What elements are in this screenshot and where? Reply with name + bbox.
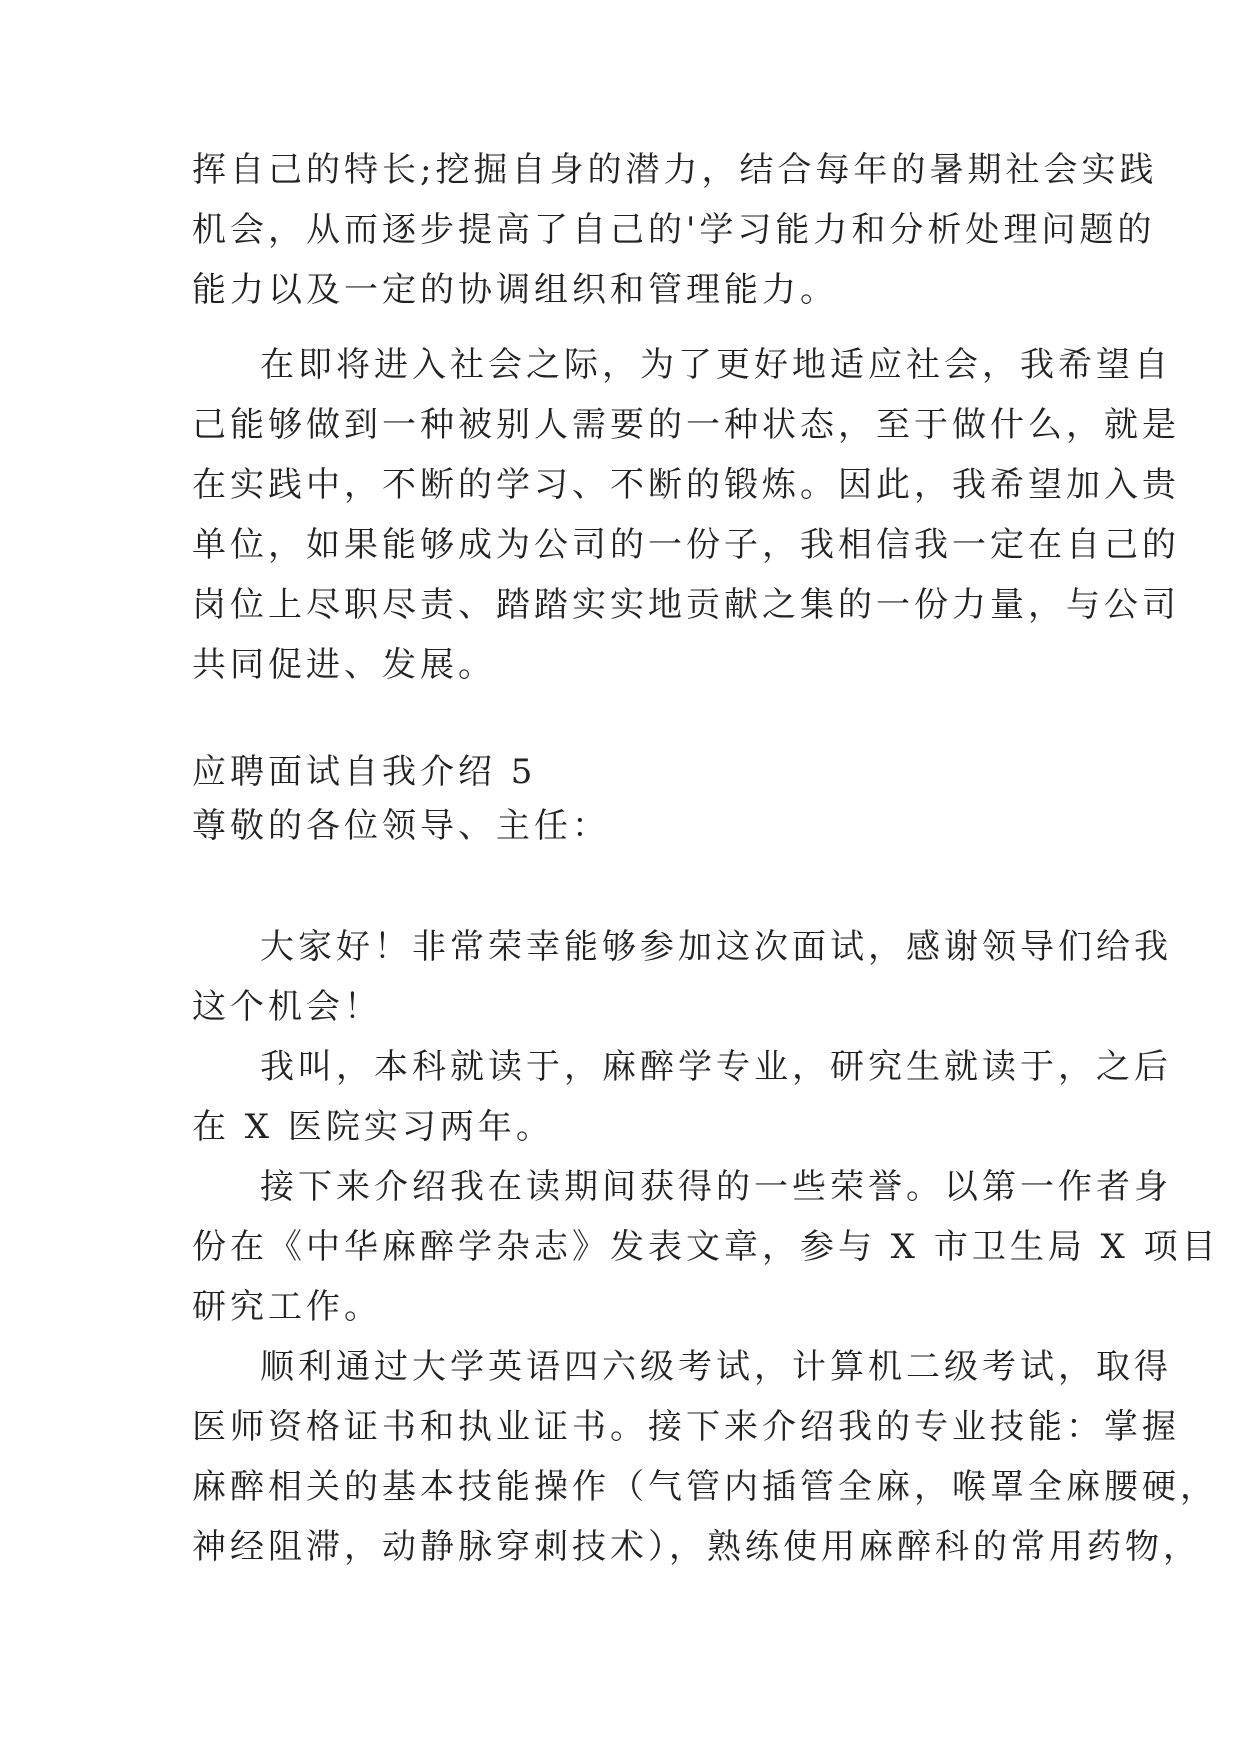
- paragraph-first-line: 接下来介绍我在读期间获得的一些荣誉。以第一作者身: [260, 1167, 1172, 1207]
- text-line: 共同促进、发展。: [192, 645, 496, 685]
- text-line: 医师资格证书和执业证书。接下来介绍我的专业技能：掌握: [192, 1407, 1180, 1447]
- text-line: 份在《中华麻醉学杂志》发表文章，参与 X 市卫生局 X 项目: [192, 1227, 1220, 1267]
- paragraph-first-line: 大家好！非常荣幸能够参加这次面试，感谢领导们给我: [260, 927, 1172, 967]
- text-line: 挥自己的特长;挖掘自身的潜力，结合每年的暑期社会实践: [192, 150, 1158, 190]
- paragraph-first-line: 顺利通过大学英语四六级考试，计算机二级考试，取得: [260, 1347, 1172, 1387]
- text-line: 能力以及一定的协调组织和管理能力。: [192, 270, 838, 310]
- paragraph-first-line: 我叫，本科就读于，麻醉学专业，研究生就读于，之后: [260, 1047, 1172, 1087]
- text-line: 研究工作。: [192, 1287, 382, 1327]
- text-line: 机会，从而逐步提高了自己的'学习能力和分析处理问题的: [192, 210, 1156, 250]
- text-line: 麻醉相关的基本技能操作（气管内插管全麻，喉罩全麻腰硬，: [192, 1467, 1218, 1507]
- text-line: 在 X 医院实习两年。: [192, 1107, 554, 1147]
- text-line: 岗位上尽职尽责、踏踏实实地贡献之集的一份力量，与公司: [192, 585, 1180, 625]
- text-line: 己能够做到一种被别人需要的一种状态，至于做什么，就是: [192, 405, 1180, 445]
- salutation: 尊敬的各位领导、主任：: [192, 806, 610, 846]
- section-title: 应聘面试自我介绍 5: [192, 752, 537, 792]
- text-line: 单位，如果能够成为公司的一份子，我相信我一定在自己的: [192, 525, 1180, 565]
- text-line: 这个机会！: [192, 987, 382, 1027]
- text-line: 神经阻滞，动静脉穿刺技术），熟练使用麻醉科的常用药物，: [192, 1527, 1201, 1567]
- paragraph-first-line: 在即将进入社会之际，为了更好地适应社会，我希望自: [260, 345, 1172, 385]
- text-line: 在实践中，不断的学习、不断的锻炼。因此，我希望加入贵: [192, 465, 1180, 505]
